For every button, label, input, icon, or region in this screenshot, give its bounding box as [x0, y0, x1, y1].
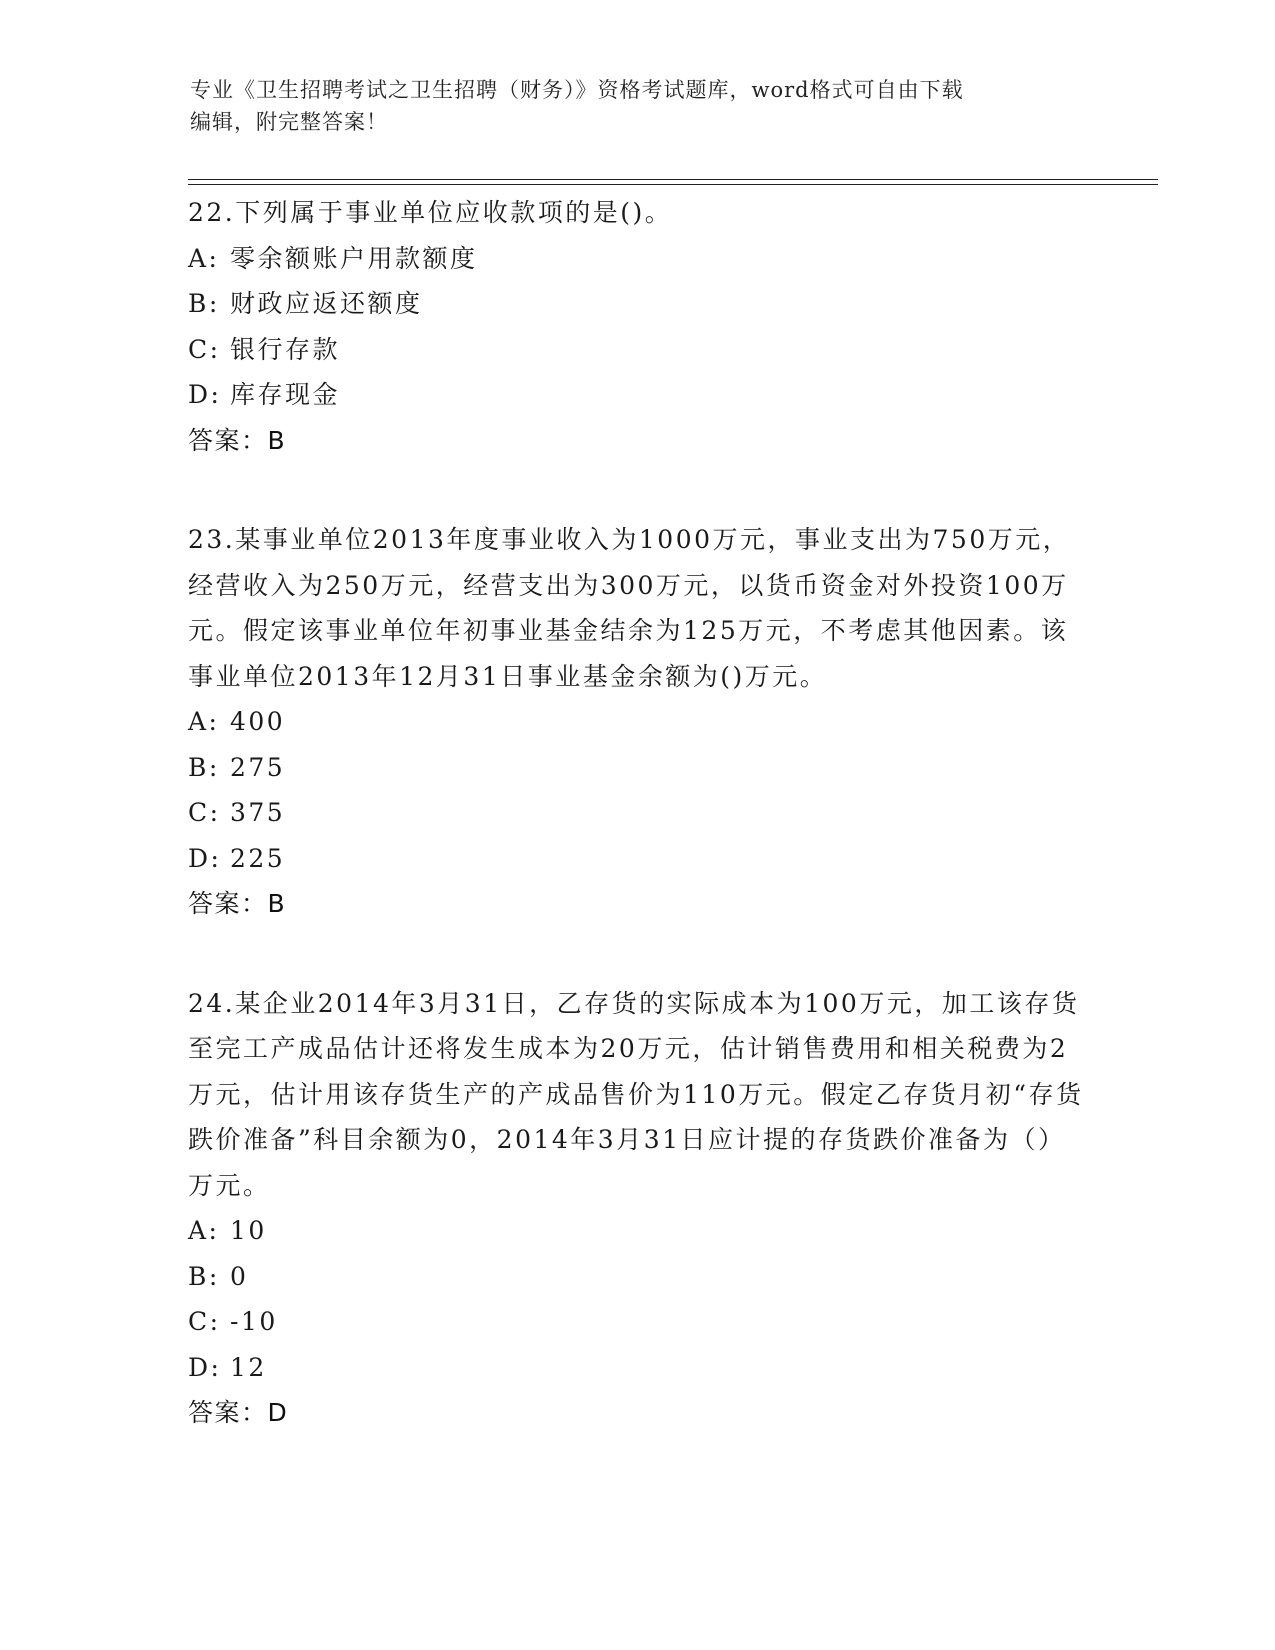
option-d — [188, 836, 1088, 882]
option-a — [188, 699, 1088, 745]
option-b — [188, 281, 1088, 327]
option-key: B: — [188, 752, 220, 782]
answer-line: 答案：B — [188, 889, 287, 918]
question-stem: 22.下列属于事业单位应收款项的是()。 — [188, 198, 673, 227]
option-key: D: — [188, 843, 222, 873]
option-key: C: — [188, 798, 221, 827]
question-23 — [188, 517, 1088, 927]
option-a — [188, 236, 1088, 282]
option-c — [188, 327, 1088, 373]
option-a — [188, 1208, 1088, 1254]
option-text: 10 — [230, 1216, 267, 1245]
option-key: A: — [188, 243, 220, 273]
header-line-2: 编辑，附完整答案！ — [190, 110, 388, 134]
option-key: A: — [188, 707, 220, 736]
option-d — [188, 372, 1088, 418]
option-text: 275 — [230, 752, 286, 782]
option-key: D: — [188, 380, 222, 409]
option-b — [188, 1254, 1088, 1300]
question-24 — [188, 981, 1088, 1436]
header-divider-bottom — [188, 184, 1158, 185]
option-key: B: — [188, 289, 220, 318]
option-d — [188, 1345, 1088, 1391]
question-stem: 24.某企业2014年3月31日，乙存货的实际成本为100万元，加工该存货至完工产成品估计还将发生成本为20万元，估计销售费用和相关税费为2万元，估计用该存货生产的产成品售价为110万元。假定乙存货月初“存货跌价准备”科目余额为0，2014年3月31日应计提的存货跌价准备为（）万元。 — [188, 988, 1084, 1200]
option-key: C: — [188, 334, 221, 364]
answer-line: 答案：B — [188, 425, 287, 455]
answer-line: 答案：D — [188, 1398, 289, 1427]
option-c — [188, 790, 1088, 836]
option-key: D: — [188, 1352, 222, 1382]
option-key: B: — [188, 1261, 220, 1291]
option-key: A: — [188, 1216, 220, 1245]
option-c — [188, 1299, 1088, 1345]
option-text: 库存现金 — [230, 380, 341, 409]
option-key: C: — [188, 1307, 221, 1336]
option-b — [188, 745, 1088, 791]
question-list — [188, 190, 1088, 1436]
header-divider-top — [188, 179, 1158, 180]
question-22 — [188, 190, 1088, 463]
option-text: 225 — [230, 843, 286, 873]
option-text: 400 — [230, 707, 286, 736]
question-stem: 23.某事业单位2013年度事业收入为1000万元，事业支出为750万元，经营收入为250万元，经营支出为300万元，以货币资金对外投资100万元。假定该事业单位年初事业基金结余为125万元，不考虑其他因素。该事业单位2013年12月31日事业基金余额为()万元。 — [188, 525, 1071, 691]
option-text: 财政应返还额度 — [230, 289, 423, 318]
option-text: 零余额账户用款额度 — [230, 243, 478, 273]
document-header — [190, 74, 1090, 138]
option-text: 0 — [230, 1261, 249, 1291]
header-line-1: 专业《卫生招聘考试之卫生招聘（财务）》资格考试题库，word格式可自由下载 — [190, 78, 964, 102]
option-text: 375 — [230, 798, 286, 827]
option-text: -10 — [230, 1307, 278, 1336]
option-text: 12 — [230, 1352, 267, 1382]
option-text: 银行存款 — [230, 334, 341, 364]
